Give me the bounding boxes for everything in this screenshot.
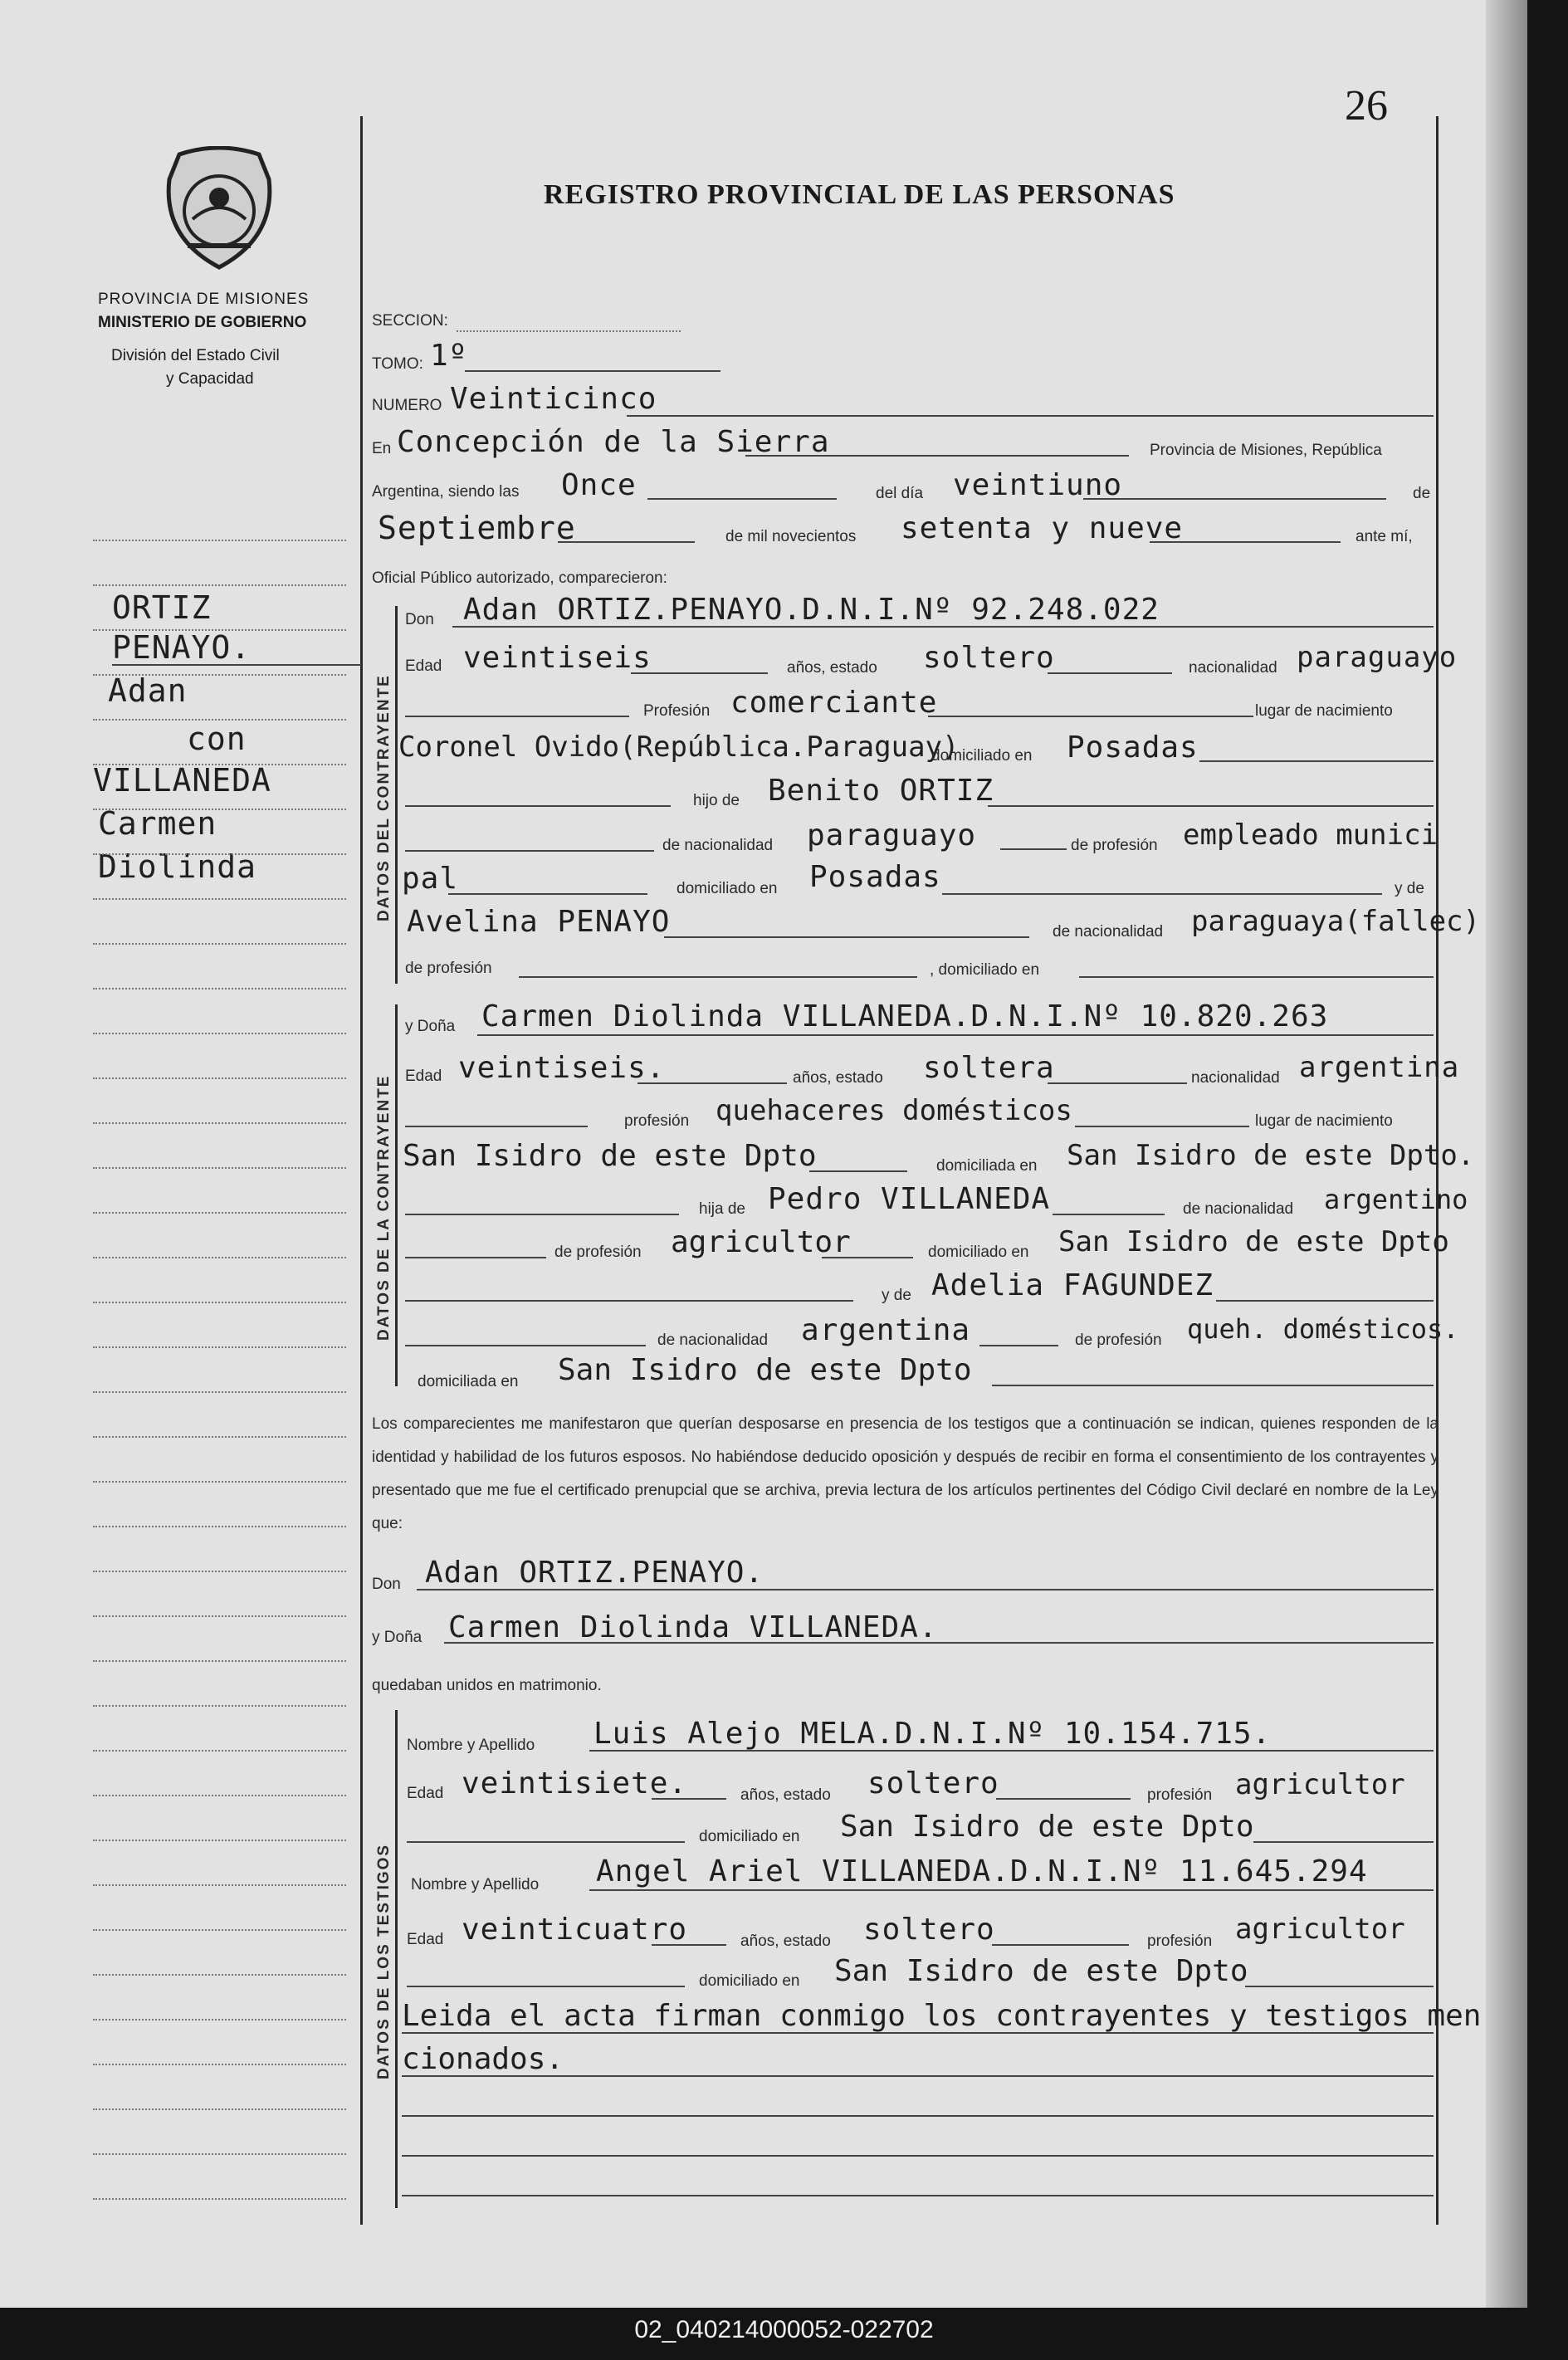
- line-testigo2-nombre: [589, 1889, 1434, 1891]
- margin-note-4: con: [187, 721, 247, 757]
- value-madre-novio: Avelina PENAYO: [407, 905, 671, 939]
- line-madre-prof: [519, 976, 917, 978]
- value-padre-novio-nac: paraguayo: [807, 818, 977, 853]
- line-padre-novio-nac: [1000, 848, 1067, 850]
- label-quedaban: quedaban unidos en matrimonio.: [372, 1677, 602, 1694]
- line-testigo2-edad: [652, 1944, 726, 1946]
- value-novia-edad: veintiseis.: [458, 1051, 666, 1085]
- label-de-profesion-2: de profesión: [554, 1244, 642, 1261]
- value-novio-lugar-nac: Coronel Ovido(República.Paraguay): [398, 730, 960, 764]
- margin-dotted-line: [93, 853, 346, 855]
- value-mes: Septiembre: [378, 510, 576, 546]
- line-tomo: [465, 370, 720, 372]
- margin-dotted-line: [93, 1929, 346, 1931]
- line-hora: [647, 498, 837, 500]
- line-novia-prof-pre: [405, 1126, 588, 1127]
- margin-dotted-line: [93, 1795, 346, 1796]
- label-de-nacionalidad: de nacionalidad: [662, 837, 774, 854]
- header-province: PROVINCIA DE MISIONES: [98, 291, 310, 308]
- label-de-profesion-madre: de profesión: [405, 960, 492, 977]
- margin-note-3: Adan: [108, 672, 188, 709]
- line-dia: [1083, 498, 1386, 500]
- line-madre-novio: [664, 936, 1029, 938]
- declaration-paragraph: Los comparecientes me manifestaron que querían desposarse en presencia de los testigos que a continuación se indican, quienes responden de la identidad y habilidad de los futuros esposos. No habiéndose deducido oposición y después de recibir en forma el consentimiento de los contrayentes y presentado que me fue el certificado prenupcial que se archiva, previa lectura de los artículos pertinentes del Código Civil declaré en nombre de la Ley que:: [372, 1415, 1439, 1532]
- value-testigo2-prof: agricultor: [1235, 1913, 1405, 1946]
- line-testigo1-edad: [652, 1798, 726, 1800]
- label-domiciliada-en-2: domiciliada en: [418, 1373, 519, 1390]
- label-anios-estado: años, estado: [787, 659, 877, 677]
- label-seccion: SECCION:: [372, 312, 448, 330]
- margin-dotted-line: [93, 540, 346, 541]
- margin-dotted-line: [93, 674, 346, 676]
- line-novio-nombre: [452, 626, 1434, 628]
- label-lugar-nacimiento-2: lugar de nacimiento: [1255, 1112, 1393, 1130]
- label-profesion: Profesión: [643, 702, 711, 720]
- header-capacity: y Capacidad: [166, 370, 254, 388]
- margin-dotted-line: [93, 1705, 346, 1707]
- value-testigo2-nombre: Angel Ariel VILLANEDA.D.N.I.Nº 11.645.294: [596, 1854, 1368, 1888]
- value-testigo1-edad: veintisiete.: [462, 1766, 688, 1801]
- label-anios-estado-2: años, estado: [793, 1069, 883, 1087]
- bracket-contrayente: [395, 606, 398, 984]
- label-de-nacionalidad-3: de nacionalidad: [1183, 1200, 1294, 1218]
- label-domiciliado-en-3: domiciliado en: [928, 1244, 1029, 1261]
- province-seal: [163, 146, 276, 271]
- margin-dotted-line: [93, 943, 346, 945]
- label-edad-2: Edad: [405, 1068, 442, 1085]
- label-de: de: [1413, 485, 1431, 502]
- value-testigo1-nombre: Luis Alejo MELA.D.N.I.Nº 10.154.715.: [593, 1717, 1272, 1751]
- margin-dotted-line: [93, 2198, 346, 2200]
- line-mes: [558, 541, 695, 543]
- line-madre-novia-nac-pre: [405, 1345, 646, 1346]
- margin-divider: [360, 116, 363, 2225]
- side-label-contrayenta: DATOS DE LA CONTRAYENTE: [375, 1074, 393, 1341]
- value-testigo2-edad: veinticuatro: [462, 1913, 688, 1947]
- value-novio-nacionalidad: paraguayo: [1297, 641, 1458, 674]
- line-closing-2: [402, 2075, 1434, 2077]
- label-edad-t1: Edad: [407, 1785, 444, 1802]
- margin-dotted-line: [93, 1615, 346, 1617]
- label-edad: Edad: [405, 657, 442, 675]
- margin-note-5: VILLANEDA: [93, 762, 271, 799]
- label-numero: NUMERO: [372, 397, 442, 414]
- value-padre-novio-prof2: pal: [402, 862, 459, 896]
- label-de-profesion: de profesión: [1071, 837, 1158, 854]
- value-novio-nombre: Adan ORTIZ.PENAYO.D.N.I.Nº 92.248.022: [463, 593, 1160, 627]
- value-lugar: Concepción de la Sierra: [397, 425, 830, 459]
- value-novia-lugar-nac: San Isidro de este Dpto: [403, 1139, 817, 1173]
- margin-dotted-line: [93, 1212, 346, 1214]
- line-madre-novia-nac: [979, 1345, 1058, 1346]
- line-novio-estado: [1048, 672, 1172, 674]
- bracket-testigos: [395, 1710, 398, 2208]
- value-padre-novio: Benito ORTIZ: [768, 774, 994, 808]
- margin-dotted-line: [93, 809, 346, 810]
- margin-dotted-line: [93, 764, 346, 765]
- margin-dotted-line: [93, 898, 346, 900]
- margin-dotted-line: [93, 1884, 346, 1886]
- margin-dotted-line: [93, 1974, 346, 1976]
- label-domiciliado-en: domiciliado en: [931, 747, 1033, 765]
- margin-dotted-line: [93, 629, 346, 631]
- line-padre-novia: [1053, 1214, 1165, 1215]
- label-y-dona: y Doña: [405, 1018, 456, 1035]
- value-tomo: 1º: [430, 339, 468, 373]
- margin-note-7: Diolinda: [98, 848, 257, 885]
- value-padre-novia-dom: San Isidro de este Dpto: [1058, 1225, 1449, 1258]
- value-testigo1-dom: San Isidro de este Dpto: [840, 1810, 1254, 1844]
- label-hijo-de: hijo de: [693, 792, 740, 809]
- value-novia-estado: soltera: [923, 1051, 1055, 1085]
- label-nacionalidad: nacionalidad: [1189, 659, 1277, 677]
- value-novia-nacionalidad: argentina: [1299, 1051, 1460, 1084]
- margin-dotted-line: [93, 1033, 346, 1034]
- value-unidos-dona: Carmen Diolinda VILLANEDA.: [448, 1610, 938, 1644]
- line-padre-prof2: [448, 893, 647, 895]
- header-division: División del Estado Civil: [111, 347, 280, 364]
- margin-dotted-line: [93, 988, 346, 989]
- label-provincia: Provincia de Misiones, República: [1150, 442, 1382, 459]
- label-de-profesion-3: de profesión: [1075, 1331, 1162, 1349]
- value-madre-novia-dom: San Isidro de este Dpto: [558, 1353, 972, 1387]
- value-madre-novia-nac: argentina: [801, 1313, 971, 1347]
- margin-note-6: Carmen: [98, 805, 217, 842]
- value-testigo2-dom: San Isidro de este Dpto: [834, 1954, 1248, 1988]
- closing-line-1: Leida el acta firman conmigo los contrayentes y testigos men: [402, 1999, 1482, 2033]
- archive-id: 02_040214000052-022702: [634, 2316, 934, 2343]
- value-padre-novia: Pedro VILLANEDA: [768, 1182, 1051, 1216]
- line-padre-nac-pre: [405, 850, 654, 852]
- value-novio-estado: soltero: [923, 641, 1055, 675]
- line-closing-3: [402, 2115, 1434, 2117]
- line-testigo1-nombre: [589, 1750, 1434, 1752]
- label-hija-de: hija de: [699, 1200, 745, 1218]
- label-anios-estado-t2: años, estado: [740, 1932, 831, 1950]
- label-domiciliado-t1: domiciliado en: [699, 1828, 800, 1845]
- margin-dotted-line: [93, 1750, 346, 1752]
- label-en: En: [372, 440, 392, 457]
- line-novia-profesion: [1075, 1126, 1249, 1127]
- margin-dotted-line: [93, 2153, 346, 2155]
- line-hija-pre: [405, 1214, 679, 1215]
- margin-dotted-line: [93, 1391, 346, 1393]
- margin-dotted-line: [93, 1436, 346, 1438]
- line-padre-novio: [988, 805, 1434, 807]
- label-nombre-apellido-1: Nombre y Apellido: [407, 1737, 535, 1754]
- label-profesion-t2: profesión: [1147, 1932, 1213, 1950]
- label-del-dia: del día: [876, 485, 924, 502]
- label-tomo: TOMO:: [372, 355, 423, 373]
- label-domiciliada-en: domiciliada en: [936, 1157, 1038, 1175]
- line-novia-lugar-nac: [809, 1170, 907, 1172]
- line-closing-5: [402, 2195, 1434, 2196]
- line-novia-estado: [1048, 1082, 1187, 1084]
- bracket-contrayenta: [395, 1004, 398, 1386]
- line-madre-novia-dom: [992, 1385, 1434, 1386]
- line-novia-edad: [637, 1082, 787, 1084]
- line-novio-prof-pre: [405, 716, 629, 717]
- label-de-nacionalidad-2: de nacionalidad: [1053, 923, 1164, 941]
- label-domiciliado-en-2: domiciliado en: [677, 880, 778, 897]
- line-testigo1-estado: [996, 1798, 1131, 1800]
- label-y-dona-unidos: y Doña: [372, 1629, 423, 1646]
- value-novia-domicilio: San Isidro de este Dpto.: [1067, 1139, 1475, 1172]
- value-madre-novia-prof: queh. domésticos.: [1187, 1313, 1459, 1345]
- line-novia-nombre: [477, 1034, 1434, 1036]
- line-padre-novia-prof-pre: [405, 1257, 546, 1258]
- line-hijo-pre: [405, 805, 671, 807]
- margin-note-2: PENAYO.: [112, 629, 252, 666]
- margin-dotted-line: [93, 1526, 346, 1527]
- value-dia: veintiuno: [953, 468, 1123, 502]
- line-testigo2-dom-pre: [407, 1986, 685, 1987]
- label-nacionalidad-2: nacionalidad: [1191, 1069, 1280, 1087]
- closing-line-2: cionados.: [402, 2042, 564, 2076]
- line-unidos-don: [417, 1589, 1434, 1590]
- line-unidos-dona: [444, 1642, 1434, 1644]
- value-testigo2-estado: soltero: [863, 1913, 995, 1947]
- line-padre-novia-prof: [822, 1257, 913, 1258]
- label-de-nacionalidad-4: de nacionalidad: [657, 1331, 769, 1349]
- label-domiciliado-t2: domiciliado en: [699, 1972, 800, 1990]
- label-profesion-t1: profesión: [1147, 1786, 1213, 1804]
- side-label-testigos: DATOS DE LOS TESTIGOS: [375, 1843, 393, 2079]
- label-oficial: Oficial Público autorizado, comparecieron:: [372, 569, 667, 587]
- margin-dotted-line: [93, 1257, 346, 1258]
- line-padre-novio-dom: [942, 893, 1382, 895]
- value-novio-domicilio: Posadas: [1067, 730, 1199, 765]
- margin-dotted-line: [93, 2019, 346, 2020]
- value-padre-novio-prof: empleado munici: [1183, 818, 1439, 852]
- margin-dotted-line: [93, 1302, 346, 1303]
- line-anio: [1150, 541, 1341, 543]
- value-hora: Once: [561, 468, 637, 502]
- label-argentina-siendo: Argentina, siendo las: [372, 483, 520, 501]
- line-closing-4: [402, 2155, 1434, 2157]
- value-madre-novia: Adelia FAGUNDEZ: [931, 1268, 1214, 1302]
- value-novio-edad: veintiseis: [463, 641, 652, 675]
- line-novio-profesion: [928, 716, 1253, 717]
- side-label-contrayente: DATOS DEL CONTRAYENTE: [375, 674, 393, 921]
- margin-dotted-line: [93, 1660, 346, 1662]
- margin-dotted-line: [93, 719, 346, 721]
- value-unidos-don: Adan ORTIZ.PENAYO.: [425, 1556, 764, 1590]
- margin-dotted-line: [93, 1346, 346, 1348]
- label-profesion-2: profesión: [624, 1112, 690, 1130]
- value-novia-nombre: Carmen Diolinda VILLANEDA.D.N.I.Nº 10.820.263: [481, 999, 1329, 1033]
- value-madre-novio-nac: paraguaya(fallec): [1191, 905, 1480, 938]
- value-novio-profesion: comerciante: [730, 686, 938, 720]
- value-padre-novia-nac: argentino: [1324, 1184, 1468, 1215]
- line-lugar: [745, 455, 1129, 457]
- line-closing-1: [402, 2032, 1434, 2034]
- value-numero: Veinticinco: [450, 382, 657, 416]
- line-novio-edad: [631, 672, 768, 674]
- label-don-unidos: Don: [372, 1576, 401, 1593]
- line-testigo1-dom: [1253, 1841, 1434, 1843]
- margin-dotted-line: [93, 1840, 346, 1841]
- label-y-de-2: y de: [882, 1287, 911, 1304]
- line-seccion: [457, 330, 681, 332]
- margin-dotted-line: [93, 1571, 346, 1572]
- label-edad-t2: Edad: [407, 1931, 444, 1948]
- label-anios-estado-t1: años, estado: [740, 1786, 831, 1804]
- margin-note-underline: [112, 664, 361, 666]
- label-ante-mi: ante mí,: [1356, 528, 1413, 545]
- line-testigo1-dom-pre: [407, 1841, 685, 1843]
- value-anio: setenta y nueve: [901, 511, 1184, 545]
- label-y-de: y de: [1395, 880, 1424, 897]
- margin-dotted-line: [93, 584, 346, 586]
- line-testigo2-estado: [992, 1944, 1129, 1946]
- label-nombre-apellido-2: Nombre y Apellido: [411, 1876, 540, 1893]
- label-don: Don: [405, 611, 434, 628]
- label-de-mil: de mil novecientos: [725, 528, 857, 545]
- line-novio-domicilio: [1199, 760, 1434, 762]
- header-ministry: MINISTERIO DE GOBIERNO: [98, 314, 307, 331]
- margin-dotted-line: [93, 1167, 346, 1169]
- value-padre-novia-prof: agricultor: [671, 1225, 851, 1259]
- line-madre-dom: [1079, 976, 1434, 978]
- value-novia-profesion: quehaceres domésticos: [716, 1094, 1072, 1127]
- margin-note-1: ORTIZ: [112, 589, 212, 626]
- page-title: REGISTRO PROVINCIAL DE LAS PERSONAS: [544, 179, 1175, 210]
- value-testigo1-estado: soltero: [867, 1766, 999, 1801]
- margin-dotted-line: [93, 1122, 346, 1124]
- label-domiciliado-en-madre: , domiciliado en: [930, 961, 1040, 979]
- label-lugar-nacimiento: lugar de nacimiento: [1255, 702, 1393, 720]
- value-testigo1-prof: agricultor: [1235, 1768, 1405, 1801]
- page-number: 26: [1345, 82, 1388, 129]
- margin-dotted-line: [93, 1077, 346, 1079]
- margin-dotted-line: [93, 2108, 346, 2110]
- margin-dotted-line: [93, 2064, 346, 2065]
- page-edge: [1486, 0, 1527, 2308]
- value-padre-novio-dom: Posadas: [809, 860, 941, 894]
- line-madre-novia: [1216, 1300, 1434, 1302]
- line-madre-novia-pre: [405, 1300, 853, 1302]
- line-numero: [627, 415, 1434, 417]
- line-testigo2-dom: [1245, 1986, 1434, 1987]
- margin-dotted-line: [93, 1481, 346, 1483]
